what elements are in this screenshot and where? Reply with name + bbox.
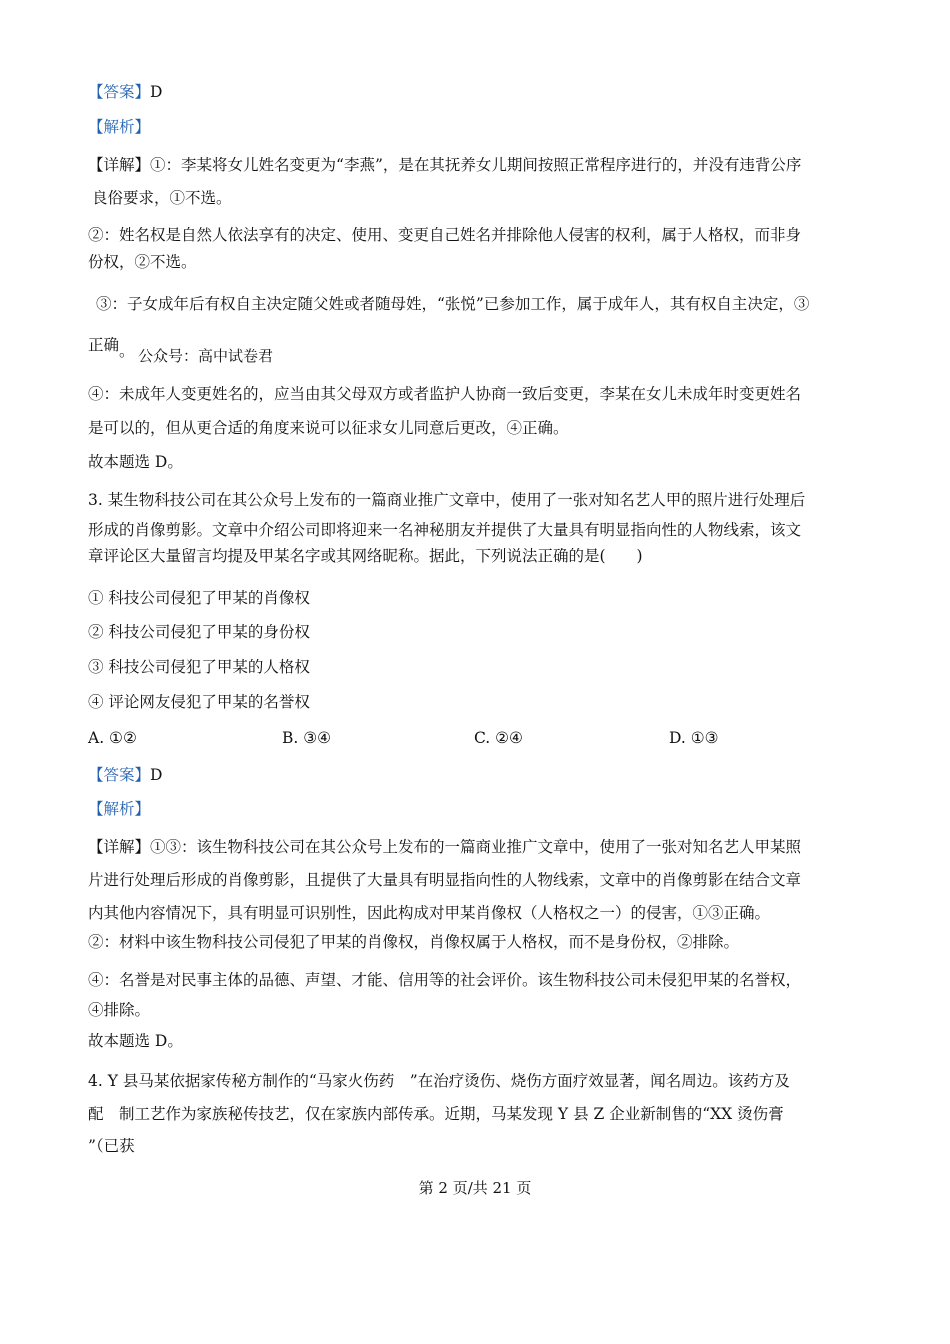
question-3-stem-line-1: 3. 某生物科技公司在其公众号上发布的一篇商业推广文章中，使用了一张对知名艺人甲的照片进行处理后: [88, 491, 806, 509]
option-c: C. ②④: [474, 729, 523, 747]
question-3-item-1: ① 科技公司侵犯了甲某的肖像权: [88, 589, 310, 607]
correct-text: 正确: [88, 336, 120, 354]
detail-tag: 【详解】: [88, 838, 151, 856]
option-b: B. ③④: [282, 729, 332, 747]
answer-line: [88, 82, 162, 102]
detail-paragraph-2-line-2: 份权，②不选。: [88, 253, 197, 271]
question-4-stem-line-2: 配 制工艺作为家族秘传技艺，仅在家族内部传承。近期，马某发现 Y 县 Z 企业新制售的“XX 烫伤膏: [88, 1105, 784, 1123]
detail-paragraph-1-line-3: 内其他内容情况下，具有明显可识别性，因此构成对甲某肖像权（人格权之一）的侵害，①③正确。: [88, 904, 771, 922]
detail-paragraph-4-line-1: ④：未成年人变更姓名的，应当由其父母双方或者监护人协商一致后变更，李某在女儿未成年时变更姓名: [88, 385, 802, 403]
option-a: A. ①②: [88, 729, 137, 747]
answer-value: D: [150, 766, 163, 784]
detail-paragraph-1-line-2: 片进行处理后形成的肖像剪影，且提供了大量具有明显指向性的人物线索，文章中的肖像剪影在结合文章: [88, 871, 802, 889]
detail-paragraph-3-line-2: ④排除。: [88, 1001, 151, 1019]
question-3-item-4: ④ 评论网友侵犯了甲某的名誉权: [88, 693, 310, 711]
question-3-stem-line-3: 章评论区大量留言均提及甲某名字或其网络昵称。据此，下列说法正确的是( ): [88, 547, 643, 565]
question-4-stem-line-1: 4. Y 县马某依据家传秘方制作的“马家火伤药 ”在治疗烫伤、烧伤方面疗效显著，闻名周边。该药方及: [88, 1072, 790, 1090]
period: 。: [119, 342, 135, 360]
detail-paragraph-3-line-1: ③：子女成年后有权自主决定随父姓或者随母姓，“张悦”已参加工作，属于成年人，其有权自主决定，③: [96, 295, 810, 313]
question-3-item-2: ② 科技公司侵犯了甲某的身份权: [88, 623, 310, 641]
answer-line: [88, 765, 162, 785]
detail-paragraph-1-line-1: [88, 155, 801, 175]
watermark-text: 公众号：高中试卷君: [138, 347, 274, 365]
page-number-footer: 第 2 页/共 21 页: [418, 1179, 532, 1197]
answer-tag: 【答案】: [88, 83, 151, 101]
detail-tag: 【详解】: [88, 156, 151, 174]
question-4-stem-line-3: ”（已获: [88, 1137, 135, 1155]
detail-paragraph-3-line-2: [88, 335, 135, 360]
question-3-stem-line-2: 形成的肖像剪影。文章中介绍公司即将迎来一名神秘朋友并提供了大量具有明显指向性的人物线索，该文: [88, 521, 802, 539]
detail-paragraph-2-line-1: ②：姓名权是自然人依法享有的决定、使用、变更自己姓名并排除他人侵害的权利，属于人格权，而非身: [88, 226, 802, 244]
detail-paragraph-4-line-2: 是可以的，但从更合适的角度来说可以征求女儿同意后更改，④正确。: [88, 419, 569, 437]
detail-text: ①③：该生物科技公司在其公众号上发布的一篇商业推广文章中，使用了一张对知名艺人甲某照: [150, 838, 802, 856]
question-3-item-3: ③ 科技公司侵犯了甲某的人格权: [88, 658, 310, 676]
detail-text: ①：李某将女儿姓名变更为“李燕”，是在其抚养女儿期间按照正常程序进行的，并没有违背公序: [150, 156, 802, 174]
detail-paragraph-3-line-1: ④：名誉是对民事主体的品德、声望、才能、信用等的社会评价。该生物科技公司未侵犯甲某的名誉权，: [88, 971, 802, 989]
detail-paragraph-2: ②：材料中该生物科技公司侵犯了甲某的肖像权，肖像权属于人格权，而不是身份权，②排除。: [88, 933, 740, 951]
analysis-tag: 【解析】: [88, 800, 151, 818]
conclusion: 故本题选 D。: [88, 453, 183, 471]
detail-paragraph-1-line-2: 良俗要求，①不选。: [92, 189, 232, 207]
analysis-tag: 【解析】: [88, 118, 151, 136]
answer-tag: 【答案】: [88, 766, 151, 784]
conclusion: 故本题选 D。: [88, 1032, 183, 1050]
detail-paragraph-1-line-1: [88, 837, 801, 857]
option-d: D. ①③: [669, 729, 719, 747]
answer-value: D: [150, 83, 163, 101]
